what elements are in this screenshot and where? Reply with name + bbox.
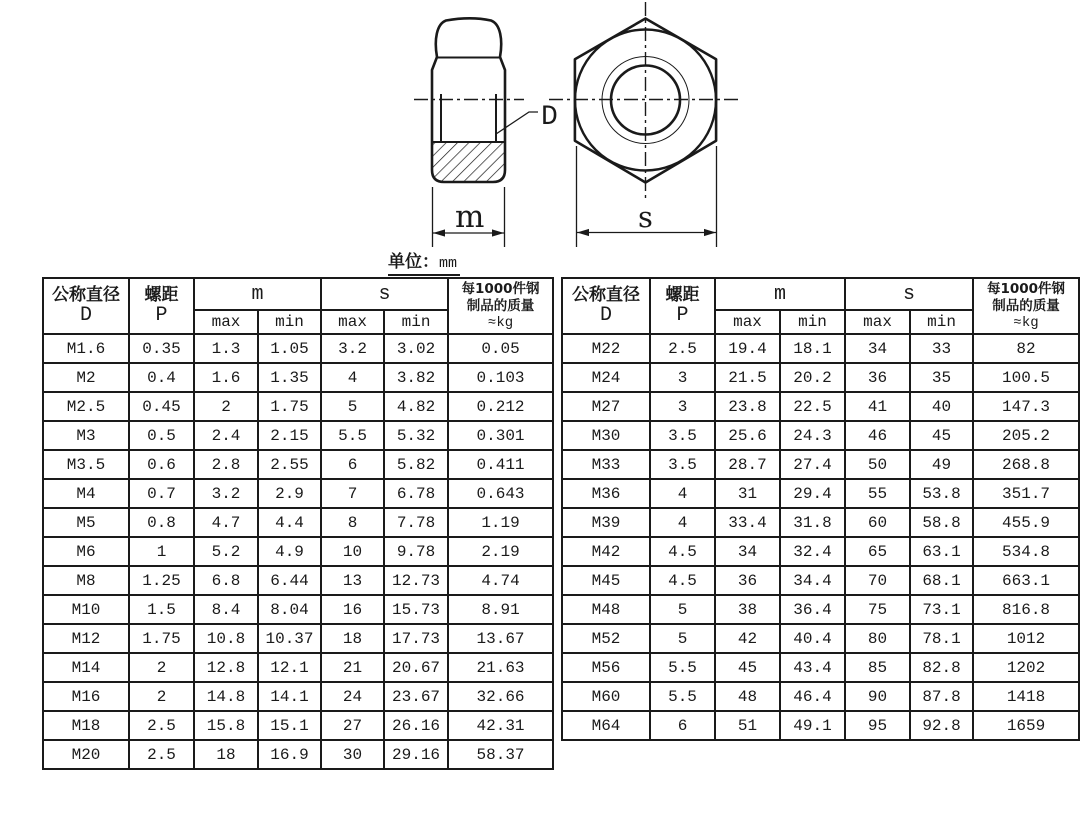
cell-pitch: 5 <box>650 595 715 624</box>
cell-s-min: 73.1 <box>910 595 973 624</box>
table-row <box>562 653 1079 682</box>
cell-m-max: 3.2 <box>194 479 258 508</box>
cell-pitch: 2.5 <box>650 334 715 363</box>
cell-m-min: 4.9 <box>258 537 321 566</box>
cell-s-max: 5.5 <box>321 421 384 450</box>
s-dimension-label: s <box>638 200 653 234</box>
cell-m-min: 8.04 <box>258 595 321 624</box>
header-pitch-sym: P <box>676 304 689 327</box>
cell-s-max: 8 <box>321 508 384 537</box>
s-arrow-left <box>577 229 589 236</box>
cell-m-min: 49.1 <box>780 711 845 740</box>
cell-mass: 0.103 <box>448 363 553 392</box>
cell-mass: 0.643 <box>448 479 553 508</box>
cell-s-min: 9.78 <box>384 537 448 566</box>
cell-s-max: 18 <box>321 624 384 653</box>
table-row <box>562 711 1079 740</box>
cell-m-max: 33.4 <box>715 508 780 537</box>
cell-diameter: M24 <box>562 363 650 392</box>
cell-m-max: 1.6 <box>194 363 258 392</box>
cell-m-max: 5.2 <box>194 537 258 566</box>
cell-m-min: 31.8 <box>780 508 845 537</box>
cell-s-max: 24 <box>321 682 384 711</box>
cell-m-min: 18.1 <box>780 334 845 363</box>
cell-diameter: M6 <box>43 537 129 566</box>
cell-m-max: 2 <box>194 392 258 421</box>
cell-m-max: 28.7 <box>715 450 780 479</box>
d-leader-line <box>496 112 538 134</box>
cell-mass: 21.63 <box>448 653 553 682</box>
table-header <box>43 278 553 334</box>
table-row <box>562 450 1079 479</box>
table-row <box>43 653 553 682</box>
cell-s-max: 6 <box>321 450 384 479</box>
header-mass <box>973 278 1079 334</box>
cell-mass: 42.31 <box>448 711 553 740</box>
header-m-group: m <box>715 278 845 310</box>
cell-diameter: M42 <box>562 537 650 566</box>
cell-mass: 1202 <box>973 653 1079 682</box>
cell-s-min: 20.67 <box>384 653 448 682</box>
cell-s-min: 68.1 <box>910 566 973 595</box>
table-row <box>562 624 1079 653</box>
cell-s-max: 85 <box>845 653 910 682</box>
cell-m-max: 2.8 <box>194 450 258 479</box>
table-row <box>43 421 553 450</box>
cell-s-max: 60 <box>845 508 910 537</box>
cell-mass: 268.8 <box>973 450 1079 479</box>
cell-m-min: 2.9 <box>258 479 321 508</box>
cell-m-min: 43.4 <box>780 653 845 682</box>
header-nominal-diameter <box>43 278 129 334</box>
cell-m-min: 32.4 <box>780 537 845 566</box>
cell-s-max: 10 <box>321 537 384 566</box>
cell-pitch: 2.5 <box>129 740 194 769</box>
cell-m-max: 36 <box>715 566 780 595</box>
cell-diameter: M39 <box>562 508 650 537</box>
cell-s-max: 7 <box>321 479 384 508</box>
cell-m-max: 48 <box>715 682 780 711</box>
bore-diameter-label: D <box>541 102 558 133</box>
cell-s-max: 13 <box>321 566 384 595</box>
cell-m-max: 1.3 <box>194 334 258 363</box>
cell-diameter: M64 <box>562 711 650 740</box>
cell-pitch: 1 <box>129 537 194 566</box>
header-mass-unit: ≈kg <box>487 315 514 331</box>
cell-m-max: 12.8 <box>194 653 258 682</box>
header-mass-line1: 每1000件钢 <box>461 281 540 297</box>
cell-pitch: 0.35 <box>129 334 194 363</box>
cell-mass: 205.2 <box>973 421 1079 450</box>
cell-s-min: 6.78 <box>384 479 448 508</box>
cell-s-min: 7.78 <box>384 508 448 537</box>
cell-diameter: M36 <box>562 479 650 508</box>
cell-s-max: 55 <box>845 479 910 508</box>
spec-table-left <box>42 277 554 770</box>
cell-pitch: 2.5 <box>129 711 194 740</box>
section-hatch-area <box>432 142 505 182</box>
cell-s-min: 17.73 <box>384 624 448 653</box>
cell-mass: 534.8 <box>973 537 1079 566</box>
header-s-max: max <box>845 310 910 334</box>
cell-m-max: 8.4 <box>194 595 258 624</box>
header-mass <box>448 278 553 334</box>
cell-m-min: 6.44 <box>258 566 321 595</box>
cell-diameter: M45 <box>562 566 650 595</box>
table-row <box>43 682 553 711</box>
cell-m-max: 4.7 <box>194 508 258 537</box>
cell-diameter: M5 <box>43 508 129 537</box>
cell-s-min: 82.8 <box>910 653 973 682</box>
cell-mass: 1659 <box>973 711 1079 740</box>
cell-s-min: 3.82 <box>384 363 448 392</box>
header-mass-line2: 制品的质量 <box>466 298 535 314</box>
cell-pitch: 0.4 <box>129 363 194 392</box>
cell-mass: 455.9 <box>973 508 1079 537</box>
cell-m-max: 25.6 <box>715 421 780 450</box>
cell-diameter: M4 <box>43 479 129 508</box>
cell-mass: 351.7 <box>973 479 1079 508</box>
cell-diameter: M33 <box>562 450 650 479</box>
header-nominal-diameter-cn: 公称直径 <box>572 285 640 305</box>
cell-s-min: 26.16 <box>384 711 448 740</box>
table-row <box>43 595 553 624</box>
table-row <box>562 363 1079 392</box>
cell-mass: 1418 <box>973 682 1079 711</box>
header-nominal-diameter-cn: 公称直径 <box>52 285 120 305</box>
cell-s-max: 5 <box>321 392 384 421</box>
cell-diameter: M12 <box>43 624 129 653</box>
cell-mass: 1012 <box>973 624 1079 653</box>
cell-m-max: 45 <box>715 653 780 682</box>
cell-m-max: 51 <box>715 711 780 740</box>
cell-s-max: 95 <box>845 711 910 740</box>
cell-m-max: 21.5 <box>715 363 780 392</box>
cell-m-min: 15.1 <box>258 711 321 740</box>
table-row <box>43 479 553 508</box>
table-row <box>562 595 1079 624</box>
cell-pitch: 3 <box>650 392 715 421</box>
header-s-group: s <box>845 278 973 310</box>
cell-diameter: M1.6 <box>43 334 129 363</box>
cell-m-min: 12.1 <box>258 653 321 682</box>
header-pitch-cn: 螺距 <box>665 285 700 305</box>
cell-m-min: 22.5 <box>780 392 845 421</box>
cell-m-min: 2.55 <box>258 450 321 479</box>
unit-note-value: mm <box>439 255 458 272</box>
cell-mass: 58.37 <box>448 740 553 769</box>
cell-mass: 13.67 <box>448 624 553 653</box>
cell-s-max: 21 <box>321 653 384 682</box>
cell-pitch: 0.7 <box>129 479 194 508</box>
cell-s-max: 70 <box>845 566 910 595</box>
s-arrow-right <box>704 229 716 236</box>
cell-diameter: M22 <box>562 334 650 363</box>
cell-m-min: 36.4 <box>780 595 845 624</box>
cell-s-min: 45 <box>910 421 973 450</box>
table-row <box>562 392 1079 421</box>
cell-pitch: 0.45 <box>129 392 194 421</box>
header-nominal-diameter <box>562 278 650 334</box>
cell-m-min: 1.75 <box>258 392 321 421</box>
cell-mass: 147.3 <box>973 392 1079 421</box>
cell-diameter: M60 <box>562 682 650 711</box>
cell-pitch: 5.5 <box>650 653 715 682</box>
cell-s-max: 50 <box>845 450 910 479</box>
cell-s-max: 16 <box>321 595 384 624</box>
cell-m-min: 40.4 <box>780 624 845 653</box>
cell-pitch: 0.5 <box>129 421 194 450</box>
cell-pitch: 3.5 <box>650 450 715 479</box>
cell-mass: 32.66 <box>448 682 553 711</box>
cell-mass: 2.19 <box>448 537 553 566</box>
cell-s-max: 46 <box>845 421 910 450</box>
cell-m-min: 1.35 <box>258 363 321 392</box>
header-nominal-diameter-sym: D <box>599 304 612 327</box>
cell-s-max: 4 <box>321 363 384 392</box>
cell-pitch: 4 <box>650 508 715 537</box>
cell-diameter: M18 <box>43 711 129 740</box>
cell-s-min: 49 <box>910 450 973 479</box>
cell-pitch: 5 <box>650 624 715 653</box>
cell-s-min: 78.1 <box>910 624 973 653</box>
table-row <box>562 421 1079 450</box>
cell-s-min: 5.32 <box>384 421 448 450</box>
cell-m-min: 29.4 <box>780 479 845 508</box>
cell-mass: 100.5 <box>973 363 1079 392</box>
unit-note-prefix: 单位： <box>388 252 439 272</box>
cell-diameter: M30 <box>562 421 650 450</box>
header-pitch-cn: 螺距 <box>144 285 179 305</box>
table-row <box>562 334 1079 363</box>
table-row <box>562 479 1079 508</box>
table-row <box>43 363 553 392</box>
cell-diameter: M2 <box>43 363 129 392</box>
table-row <box>43 740 553 769</box>
cell-m-min: 2.15 <box>258 421 321 450</box>
cell-m-min: 24.3 <box>780 421 845 450</box>
cell-s-min: 87.8 <box>910 682 973 711</box>
spec-table-right <box>561 277 1080 741</box>
cell-pitch: 2 <box>129 682 194 711</box>
cell-m-min: 16.9 <box>258 740 321 769</box>
cell-m-max: 31 <box>715 479 780 508</box>
cell-s-min: 15.73 <box>384 595 448 624</box>
cell-mass: 663.1 <box>973 566 1079 595</box>
header-pitch-sym: P <box>155 304 168 327</box>
cell-s-max: 30 <box>321 740 384 769</box>
m-dimension-label: m <box>455 199 485 235</box>
table-row <box>43 537 553 566</box>
header-pitch <box>129 278 194 334</box>
cell-diameter: M16 <box>43 682 129 711</box>
cell-s-max: 41 <box>845 392 910 421</box>
header-m-min: min <box>780 310 845 334</box>
cell-m-min: 27.4 <box>780 450 845 479</box>
cell-m-min: 34.4 <box>780 566 845 595</box>
cell-s-max: 65 <box>845 537 910 566</box>
cell-m-min: 46.4 <box>780 682 845 711</box>
m-arrow-left <box>433 229 445 236</box>
table-row <box>43 334 553 363</box>
cell-m-min: 4.4 <box>258 508 321 537</box>
m-arrow-right <box>492 229 504 236</box>
hex-nut-drawing <box>0 0 1080 260</box>
cell-m-min: 10.37 <box>258 624 321 653</box>
cell-diameter: M56 <box>562 653 650 682</box>
cell-s-max: 90 <box>845 682 910 711</box>
cell-s-min: 58.8 <box>910 508 973 537</box>
cell-diameter: M2.5 <box>43 392 129 421</box>
cell-mass: 8.91 <box>448 595 553 624</box>
cell-m-min: 20.2 <box>780 363 845 392</box>
cell-m-max: 34 <box>715 537 780 566</box>
cell-s-min: 23.67 <box>384 682 448 711</box>
cell-pitch: 1.5 <box>129 595 194 624</box>
cell-mass: 0.301 <box>448 421 553 450</box>
cell-mass: 0.212 <box>448 392 553 421</box>
cell-m-max: 15.8 <box>194 711 258 740</box>
table-row <box>43 624 553 653</box>
cell-diameter: M48 <box>562 595 650 624</box>
cell-m-min: 1.05 <box>258 334 321 363</box>
cell-pitch: 3.5 <box>650 421 715 450</box>
cell-s-max: 34 <box>845 334 910 363</box>
cell-diameter: M3.5 <box>43 450 129 479</box>
cell-m-max: 10.8 <box>194 624 258 653</box>
header-mass-line1: 每1000件钢 <box>986 281 1066 297</box>
cell-s-min: 4.82 <box>384 392 448 421</box>
cell-s-min: 53.8 <box>910 479 973 508</box>
cell-m-min: 14.1 <box>258 682 321 711</box>
cell-pitch: 1.75 <box>129 624 194 653</box>
cell-m-max: 18 <box>194 740 258 769</box>
cell-s-min: 5.82 <box>384 450 448 479</box>
unit-note <box>388 253 460 276</box>
table-row <box>43 392 553 421</box>
cell-diameter: M14 <box>43 653 129 682</box>
cell-pitch: 2 <box>129 653 194 682</box>
header-nominal-diameter-sym: D <box>79 304 92 327</box>
cell-diameter: M3 <box>43 421 129 450</box>
cell-m-max: 6.8 <box>194 566 258 595</box>
header-m-max: max <box>194 310 258 334</box>
cell-pitch: 4.5 <box>650 537 715 566</box>
cell-mass: 1.19 <box>448 508 553 537</box>
header-s-min: min <box>384 310 448 334</box>
cell-mass: 82 <box>973 334 1079 363</box>
cell-pitch: 4.5 <box>650 566 715 595</box>
header-mass-unit: ≈kg <box>1013 315 1039 331</box>
cell-pitch: 1.25 <box>129 566 194 595</box>
table-row <box>562 566 1079 595</box>
cell-s-min: 12.73 <box>384 566 448 595</box>
table-row <box>562 682 1079 711</box>
cell-mass: 816.8 <box>973 595 1079 624</box>
cell-diameter: M20 <box>43 740 129 769</box>
cell-pitch: 3 <box>650 363 715 392</box>
header-s-group: s <box>321 278 448 310</box>
cell-diameter: M27 <box>562 392 650 421</box>
cell-m-max: 42 <box>715 624 780 653</box>
cell-s-min: 63.1 <box>910 537 973 566</box>
cell-m-max: 38 <box>715 595 780 624</box>
cell-s-min: 35 <box>910 363 973 392</box>
table-row <box>562 537 1079 566</box>
table-body-left <box>43 334 553 769</box>
header-s-min: min <box>910 310 973 334</box>
table-row <box>43 508 553 537</box>
cell-pitch: 4 <box>650 479 715 508</box>
cell-m-max: 2.4 <box>194 421 258 450</box>
cell-mass: 0.411 <box>448 450 553 479</box>
cell-mass: 0.05 <box>448 334 553 363</box>
cell-s-max: 27 <box>321 711 384 740</box>
cell-s-min: 40 <box>910 392 973 421</box>
table-header <box>562 278 1079 334</box>
cell-mass: 4.74 <box>448 566 553 595</box>
table-row <box>43 450 553 479</box>
cell-s-max: 36 <box>845 363 910 392</box>
cell-s-max: 80 <box>845 624 910 653</box>
header-m-group: m <box>194 278 321 310</box>
cell-s-min: 33 <box>910 334 973 363</box>
cell-diameter: M52 <box>562 624 650 653</box>
cell-pitch: 5.5 <box>650 682 715 711</box>
cell-s-max: 3.2 <box>321 334 384 363</box>
cell-s-max: 75 <box>845 595 910 624</box>
header-m-min: min <box>258 310 321 334</box>
table-row <box>43 566 553 595</box>
cell-diameter: M10 <box>43 595 129 624</box>
header-pitch <box>650 278 715 334</box>
cell-s-min: 29.16 <box>384 740 448 769</box>
cell-pitch: 0.8 <box>129 508 194 537</box>
table-body-right <box>562 334 1079 740</box>
table-row <box>562 508 1079 537</box>
cell-pitch: 6 <box>650 711 715 740</box>
table-row <box>43 711 553 740</box>
cell-pitch: 0.6 <box>129 450 194 479</box>
header-s-max: max <box>321 310 384 334</box>
header-mass-line2: 制品的质量 <box>992 298 1060 314</box>
cell-m-max: 23.8 <box>715 392 780 421</box>
cell-s-min: 3.02 <box>384 334 448 363</box>
cell-m-max: 14.8 <box>194 682 258 711</box>
header-m-max: max <box>715 310 780 334</box>
cell-diameter: M8 <box>43 566 129 595</box>
cell-s-min: 92.8 <box>910 711 973 740</box>
cell-m-max: 19.4 <box>715 334 780 363</box>
